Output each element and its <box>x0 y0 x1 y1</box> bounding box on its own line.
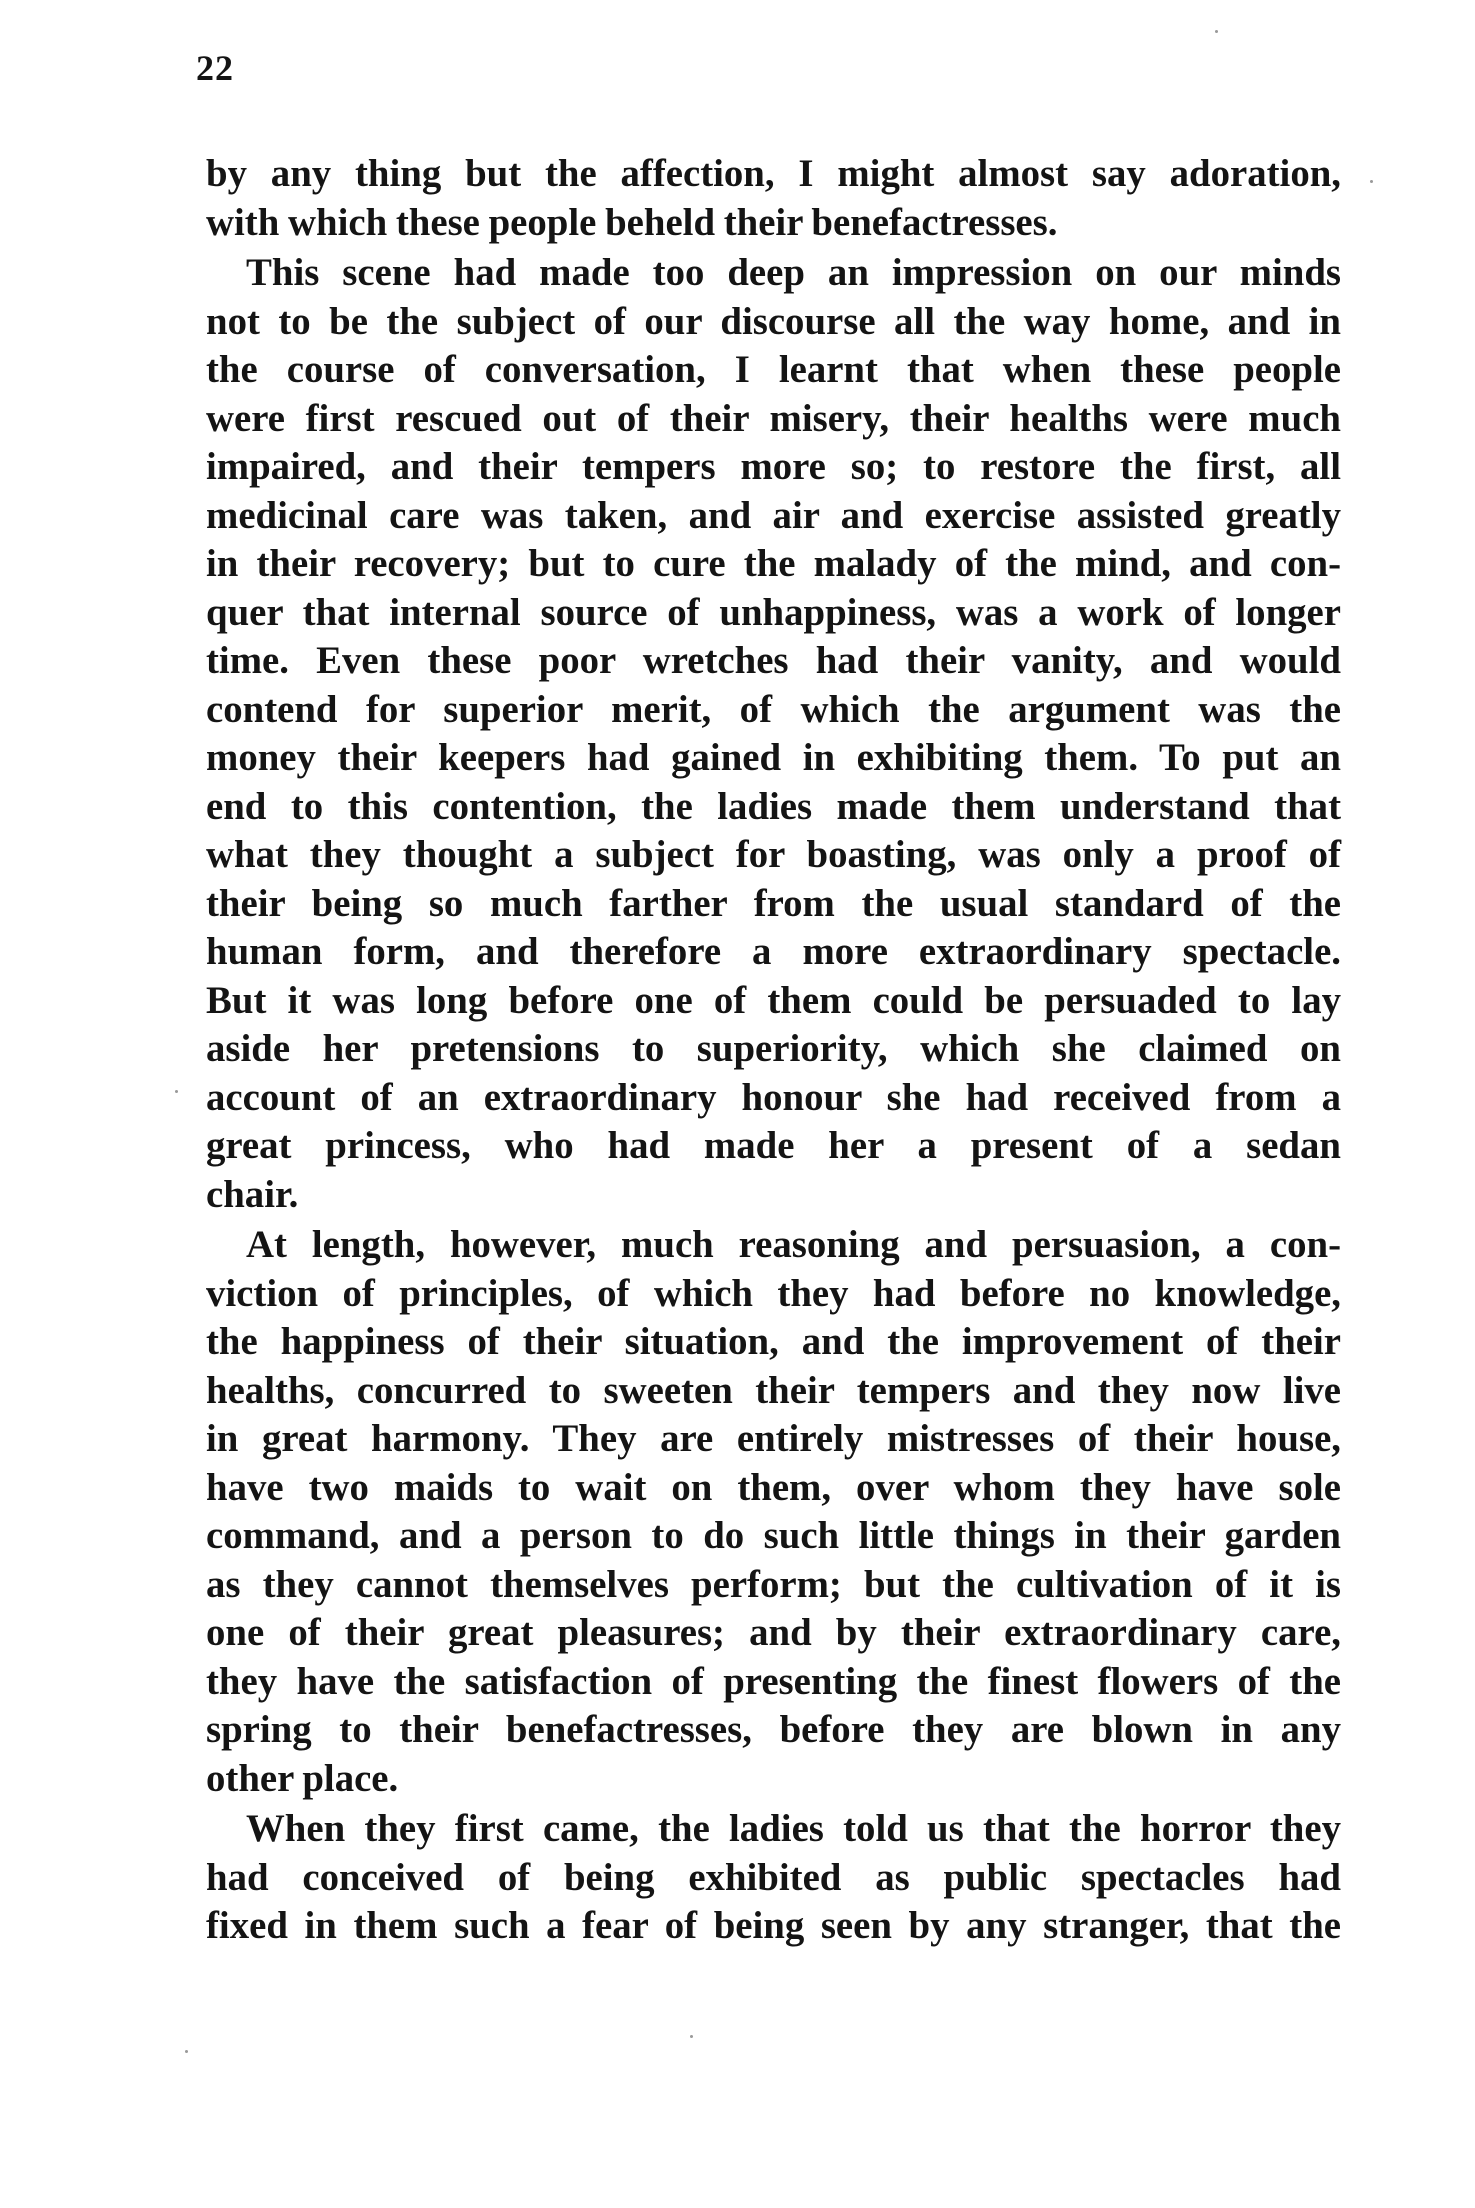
scan-speck <box>185 2050 188 2053</box>
text-line: But it was long before one of them could be persuaded to lay <box>206 978 1341 1022</box>
text-line: not to be the subject of our discourse all the way home, and in <box>206 299 1341 343</box>
scan-speck <box>690 2035 693 2038</box>
text-line: impaired, and their tempers more so; to restore the first, all <box>206 445 1341 488</box>
text-line: This scene had made too deep an impression on our minds <box>246 251 1341 294</box>
text-line: spring to their benefactresses, before they are blown in any <box>206 1708 1341 1751</box>
text-line: chair. <box>206 1172 299 1216</box>
text-line: have two maids to wait on them, over whom they have sole <box>206 1465 1341 1509</box>
text-line: with which these people beheld their benefactresses. <box>206 200 1058 244</box>
text-line: contend for superior merit, of which the argument was the <box>206 687 1341 731</box>
text-line: fixed in them such a fear of being seen by any stranger, that the <box>206 1904 1341 1947</box>
text-line: in their recovery; but to cure the malady of the mind, and con- <box>206 542 1341 585</box>
paragraph <box>206 1805 1341 1951</box>
paragraph <box>206 1221 1341 1803</box>
text-line: time. Even these poor wretches had their vanity, and would <box>206 639 1341 682</box>
text-line: human form, and therefore a more extraordinary spectacle. <box>206 930 1341 973</box>
text-line: they have the satisfaction of presenting the finest flowers of the <box>206 1659 1341 1703</box>
text-line: what they thought a subject for boasting, was only a proof of <box>206 833 1341 876</box>
text-line: healths, concurred to sweeten their tempers and they now live <box>206 1368 1341 1412</box>
scan-speck <box>1370 180 1373 183</box>
text-line: At length, however, much reasoning and persuasion, a con- <box>246 1223 1341 1266</box>
text-line: the course of conversation, I learnt that when these people <box>206 348 1341 391</box>
text-line: their being so much farther from the usual standard of the <box>206 881 1341 925</box>
text-line: by any thing but the affection, I might almost say adoration, <box>206 152 1341 195</box>
text-line: end to this contention, the ladies made them understand that <box>206 784 1341 828</box>
text-line: medicinal care was taken, and air and exercise assisted greatly <box>206 493 1341 537</box>
text-line: viction of principles, of which they had before no knowledge, <box>206 1271 1341 1315</box>
text-line: as they cannot themselves perform; but the cultivation of it is <box>206 1562 1341 1606</box>
scan-speck <box>1215 30 1218 33</box>
text-line: great princess, who had made her a present of a sedan <box>206 1124 1341 1167</box>
paragraph <box>206 249 1341 1219</box>
text-line: one of their great pleasures; and by their extraordinary care, <box>206 1611 1341 1654</box>
text-line: had conceived of being exhibited as public spectacles had <box>206 1855 1341 1899</box>
text-line: the happiness of their situation, and the improvement of their <box>206 1320 1341 1363</box>
paragraph <box>206 150 1341 247</box>
text-line: were first rescued out of their misery, their healths were much <box>206 396 1341 440</box>
body-text <box>206 150 1341 1951</box>
scan-speck <box>175 1090 178 1093</box>
text-line: When they first came, the ladies told us that the horror they <box>246 1807 1341 1850</box>
text-line: command, and a person to do such little things in their garden <box>206 1514 1341 1557</box>
page-number: 22 <box>196 48 234 88</box>
text-line: money their keepers had gained in exhibiting them. To put an <box>206 736 1341 779</box>
text-line: aside her pretensions to superiority, which she claimed on <box>206 1027 1341 1070</box>
text-line: in great harmony. They are entirely mistresses of their house, <box>206 1417 1341 1460</box>
text-line: account of an extraordinary honour she had received from a <box>206 1075 1341 1119</box>
text-line: other place. <box>206 1756 399 1800</box>
text-line: quer that internal source of unhappiness, was a work of longer <box>206 590 1341 634</box>
